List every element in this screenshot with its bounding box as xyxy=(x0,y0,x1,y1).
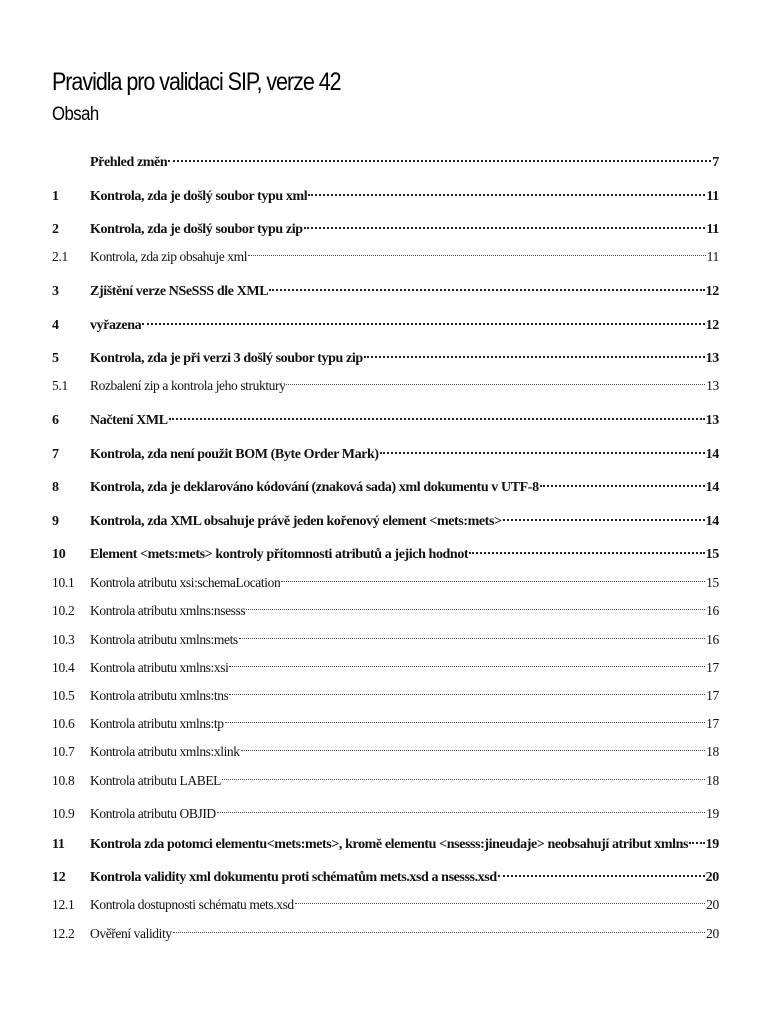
toc-entry[interactable] xyxy=(52,505,719,529)
toc-leader-dots xyxy=(281,567,705,587)
toc-leader-dots xyxy=(168,146,711,166)
toc-entry-page: 13 xyxy=(705,413,719,428)
toc-entry-title: Kontrola dostupnosti schématu mets.xsd xyxy=(90,897,294,912)
toc-entry-title: Kontrola, zda není použit BOM (Byte Order Mark) xyxy=(90,447,379,462)
toc-entry-title: Kontrola, zda je došlý soubor typu xml xyxy=(90,189,308,204)
toc-entry[interactable] xyxy=(52,889,719,912)
toc-entry-title: Rozbalení zip a kontrola jeho struktury xyxy=(90,378,286,393)
toc-entry-title: Ověření validity xyxy=(90,926,172,941)
toc-leader-dots xyxy=(469,538,704,558)
toc-entry[interactable] xyxy=(52,471,719,495)
toc-entry[interactable] xyxy=(52,798,719,821)
toc-entry[interactable] xyxy=(52,595,719,618)
toc-entry-page: 16 xyxy=(706,603,719,618)
toc-entry-page: 16 xyxy=(706,632,719,647)
toc-entry-page: 20 xyxy=(706,926,719,941)
toc-entry-title: Kontrola atributu xmlns:tns xyxy=(90,688,229,703)
toc-leader-dots xyxy=(503,505,705,525)
toc-entry-number: 10.8 xyxy=(52,773,75,788)
toc-entry-page: 14 xyxy=(705,514,719,529)
toc-entry-number: 10.1 xyxy=(52,575,75,590)
toc-entry-page: 13 xyxy=(706,378,719,393)
toc-leader-dots xyxy=(689,828,705,848)
toc-entry-page: 15 xyxy=(706,575,719,590)
toc-entry-title: Kontrola validity xml dokumentu proti schématům mets.xsd a nsesss.xsd xyxy=(90,870,497,885)
toc-entry-title: Kontrola, zda zip obsahuje xml xyxy=(90,249,248,264)
toc-entry-number: 10.9 xyxy=(52,806,75,821)
toc-entry-number: 11 xyxy=(52,837,65,852)
toc-entry-number: 5 xyxy=(52,351,59,366)
toc-entry-title: vyřazena xyxy=(90,318,142,333)
toc-entry-title: Kontrola atributu xsi:schemaLocation xyxy=(90,575,281,590)
toc-entry-title: Kontrola, zda je při verzi 3 došlý soubor typu zip xyxy=(90,351,363,366)
toc-entry-title: Zjištění verze NSeSSS dle XML xyxy=(90,284,269,299)
toc-leader-dots xyxy=(295,889,705,909)
toc-entry-page: 14 xyxy=(705,480,719,495)
toc-entry-number: 10.3 xyxy=(52,632,75,647)
toc-entry[interactable] xyxy=(52,861,719,885)
toc-entry-title: Přehled změn xyxy=(90,155,168,170)
toc-entry-number: 10.5 xyxy=(52,688,75,703)
toc-entry-number: 10.4 xyxy=(52,660,75,675)
toc-leader-dots xyxy=(380,438,705,458)
toc-leader-dots xyxy=(540,471,705,491)
toc-entry-page: 11 xyxy=(706,189,719,204)
toc-leader-dots xyxy=(304,213,706,233)
toc-entry[interactable] xyxy=(52,828,719,852)
toc-entry-number: 5.1 xyxy=(52,378,68,393)
toc-entry-page: 19 xyxy=(705,837,719,852)
toc-entry[interactable] xyxy=(52,275,719,299)
toc-entry-number: 12.1 xyxy=(52,897,75,912)
toc-entry-page: 12 xyxy=(705,318,719,333)
toc-entry[interactable] xyxy=(52,342,719,366)
toc-entry-number: 10.6 xyxy=(52,716,75,731)
toc-leader-dots xyxy=(222,765,705,785)
toc-entry[interactable] xyxy=(52,538,719,562)
toc-entry-title: Načtení XML xyxy=(90,413,168,428)
toc-entry[interactable] xyxy=(52,370,719,393)
toc-entry-page: 17 xyxy=(706,716,719,731)
toc-entry-number: 7 xyxy=(52,447,59,462)
toc-entry[interactable] xyxy=(52,241,719,264)
toc-entry[interactable] xyxy=(52,624,719,647)
toc-entry-title: Kontrola, zda XML obsahuje právě jeden kořenový element <mets:mets> xyxy=(90,514,502,529)
toc-leader-dots xyxy=(225,708,706,728)
toc-leader-dots xyxy=(269,275,704,295)
toc-entry-title: Kontrola atributu xmlns:mets xyxy=(90,632,238,647)
toc-entry-number: 6 xyxy=(52,413,59,428)
toc-entry-title: Element <mets:mets> kontroly přítomnosti atributů a jejich hodnot xyxy=(90,547,469,562)
toc-leader-dots xyxy=(229,652,705,672)
toc-entry[interactable] xyxy=(52,180,719,204)
toc-entry-number: 8 xyxy=(52,480,59,495)
toc-entry[interactable] xyxy=(52,309,719,333)
toc-entry[interactable] xyxy=(52,567,719,590)
toc-entry-number: 12.2 xyxy=(52,926,75,941)
toc-entry-page: 14 xyxy=(705,447,719,462)
toc-entry-title: Kontrola atributu xmlns:xlink xyxy=(90,744,240,759)
toc-entry[interactable] xyxy=(52,404,719,428)
toc-entry-title: Kontrola atributu xmlns:nsesss xyxy=(90,603,246,618)
toc-leader-dots xyxy=(286,370,705,390)
toc-entry[interactable] xyxy=(52,438,719,462)
toc-entry-number: 12 xyxy=(52,870,66,885)
toc-entry[interactable] xyxy=(52,680,719,703)
toc-entry-page: 7 xyxy=(712,155,719,170)
toc-heading: Obsah xyxy=(52,104,99,125)
toc-leader-dots xyxy=(217,798,705,818)
toc-leader-dots xyxy=(308,180,705,200)
toc-leader-dots xyxy=(239,624,705,644)
toc-entry-number: 9 xyxy=(52,514,59,529)
toc-entry-page: 18 xyxy=(706,744,719,759)
toc-entry-title: Kontrola atributu LABEL xyxy=(90,773,222,788)
toc-leader-dots xyxy=(229,680,705,700)
toc-entry-number: 10.2 xyxy=(52,603,75,618)
toc-entry-number: 4 xyxy=(52,318,59,333)
toc-entry[interactable] xyxy=(52,708,719,731)
toc-entry-page: 17 xyxy=(706,688,719,703)
document-title: Pravidla pro validaci SIP, verze 42 xyxy=(52,68,341,96)
toc-leader-dots xyxy=(173,918,705,938)
toc-entry-page: 15 xyxy=(705,547,719,562)
toc-entry[interactable] xyxy=(52,213,719,237)
toc-entry-number: 10 xyxy=(52,547,66,562)
toc-entry-number: 10.7 xyxy=(52,744,75,759)
toc-entry-page: 19 xyxy=(706,806,719,821)
toc-entry-title: Kontrola atributu xmlns:tp xyxy=(90,716,224,731)
toc-entry-page: 20 xyxy=(706,897,719,912)
toc-entry-page: 13 xyxy=(705,351,719,366)
toc-entry-title: Kontrola zda potomci elementu<mets:mets>, kromě elementu <nsesss:jineudaje> neobsahují atribut xmlns xyxy=(90,837,689,852)
toc-entry-title: Kontrola atributu OBJID xyxy=(90,806,216,821)
toc-entry-number: 3 xyxy=(52,284,59,299)
toc-entry-page: 12 xyxy=(705,284,719,299)
toc-leader-dots xyxy=(169,404,705,424)
toc-entry-page: 18 xyxy=(706,773,719,788)
toc-leader-dots xyxy=(241,736,705,756)
toc-entry-page: 11 xyxy=(706,222,719,237)
toc-entry-page: 20 xyxy=(705,870,719,885)
toc-entry[interactable] xyxy=(52,652,719,675)
toc-entry[interactable] xyxy=(52,765,719,788)
toc-leader-dots xyxy=(246,595,705,615)
toc-leader-dots xyxy=(498,861,705,881)
toc-entry[interactable] xyxy=(52,918,719,941)
toc-entry-number: 2 xyxy=(52,222,59,237)
toc-leader-dots xyxy=(248,241,706,261)
toc-entry-number: 2.1 xyxy=(52,249,68,264)
toc-leader-dots xyxy=(364,342,705,362)
toc-entry-title: Kontrola atributu xmlns:xsi xyxy=(90,660,229,675)
toc-entry-page: 17 xyxy=(706,660,719,675)
toc-entry[interactable] xyxy=(52,146,719,170)
toc-leader-dots xyxy=(142,309,704,329)
toc-entry-title: Kontrola, zda je deklarováno kódování (znaková sada) xml dokumentu v UTF-8 xyxy=(90,480,539,495)
toc-entry-number: 1 xyxy=(52,189,59,204)
toc-entry-page: 11 xyxy=(706,249,719,264)
toc-entry[interactable] xyxy=(52,736,719,759)
toc-entry-title: Kontrola, zda je došlý soubor typu zip xyxy=(90,222,303,237)
